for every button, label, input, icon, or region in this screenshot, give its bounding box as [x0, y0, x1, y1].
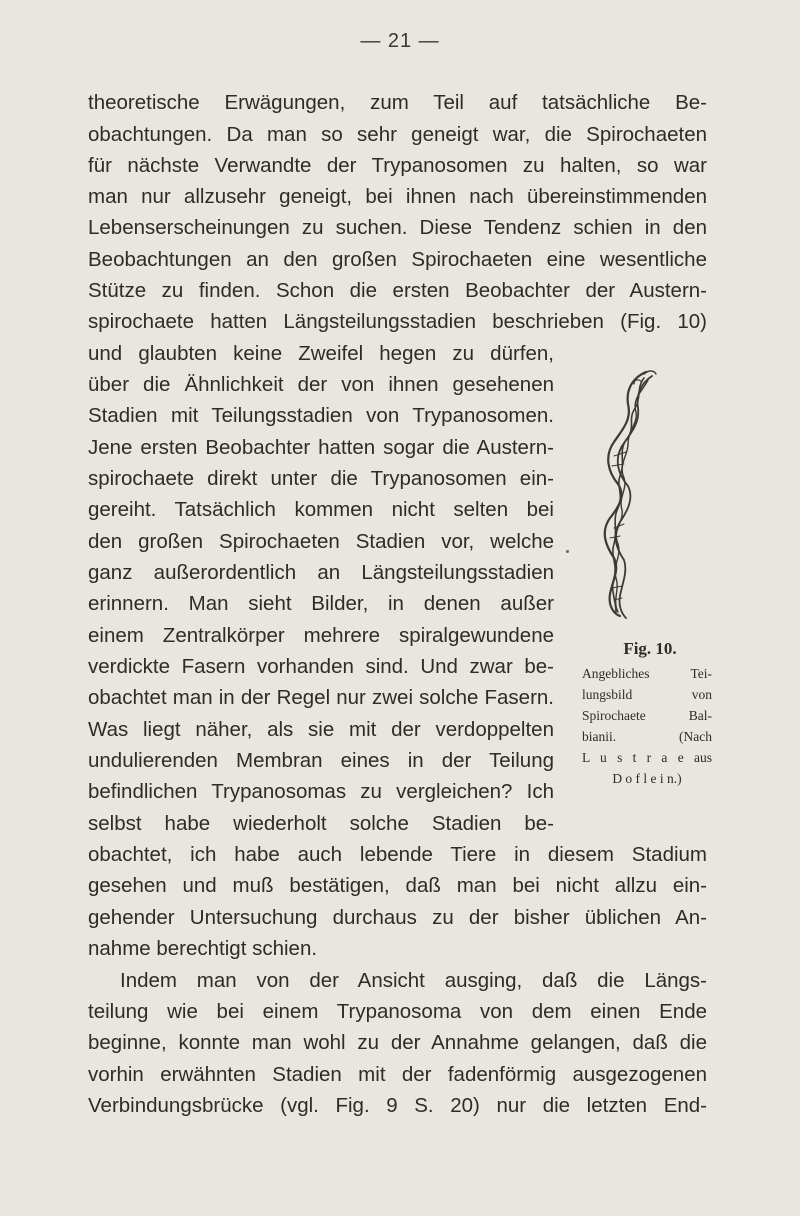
text-line: spirochaete hatten Längsteilungsstadien beschrieben (Fig. 10): [88, 310, 707, 333]
caption-line: Angebliches Tei-: [582, 666, 712, 681]
text-line: vorhin erwähnten Stadien mit der fadenförmig ausgezogenen: [88, 1063, 707, 1086]
text-line: für nächste Verwandte der Trypanosomen zu halten, so war: [88, 154, 707, 177]
text-line: obachtet, ich habe auch lebende Tiere in diesem Stadium: [88, 843, 707, 866]
text-line: Was liegt näher, als sie mit der verdoppelten: [88, 718, 554, 741]
text-line: Stütze zu finden. Schon die ersten Beobachter der Austern-: [88, 279, 707, 302]
text-line: gereiht. Tatsächlich kommen nicht selten bei: [88, 498, 554, 521]
spirochaete-illustration: [584, 368, 664, 620]
caption-line: bianii. (Nach: [582, 729, 712, 744]
caption-line: lungsbild von: [582, 687, 712, 702]
text-line: Beobachtungen an den großen Spirochaeten eine wesentliche: [88, 248, 707, 271]
text-line: spirochaete direkt unter die Trypanosomen ein-: [88, 467, 554, 490]
text-line: man nur allzusehr geneigt, bei ihnen nach übereinstimmenden: [88, 185, 707, 208]
text-line: undulierenden Membran eines in der Teilung: [88, 749, 554, 772]
text-line: verdickte Fasern vorhanden sind. Und zwar be-: [88, 655, 554, 678]
text-line: über die Ähnlichkeit der von ihnen gesehenen: [88, 373, 554, 396]
caption-line: Spirochaete Bal-: [582, 708, 712, 723]
text-line: selbst habe wiederholt solche Stadien be-: [88, 812, 554, 835]
text-line: erinnern. Man sieht Bilder, in denen außer: [88, 592, 554, 615]
text-line: den großen Spirochaeten Stadien vor, welche: [88, 530, 554, 553]
text-line: teilung wie bei einem Trypanosoma von dem einen Ende: [88, 1000, 707, 1023]
text-line: gehender Untersuchung durchaus zu der bisher üblichen An-: [88, 906, 707, 929]
text-line: befindlichen Trypanosomas zu vergleichen? Ich: [88, 780, 554, 803]
text-line: theoretische Erwägungen, zum Teil auf tatsächliche Be-: [88, 91, 707, 114]
text-line: Lebenserscheinungen zu suchen. Diese Tendenz schien in den: [88, 216, 707, 239]
ink-dot: [566, 550, 569, 553]
caption-line: D o f l e i n.): [612, 771, 682, 786]
page-number: — 21 —: [360, 30, 440, 52]
text-line: obachtet man in der Regel nur zwei solche Fasern.: [88, 686, 554, 709]
figure-title: Fig. 10.: [623, 639, 677, 658]
caption-line: L u s t r a e aus: [582, 750, 712, 765]
text-line: einem Zentralkörper mehrere spiralgewundene: [88, 624, 554, 647]
text-line: gesehen und muß bestätigen, daß man bei nicht allzu ein-: [88, 874, 707, 897]
text-line: Jene ersten Beobachter hatten sogar die Austern-: [88, 436, 554, 459]
text-line: ganz außerordentlich an Längsteilungsstadien: [88, 561, 554, 584]
text-line: Verbindungsbrücke (vgl. Fig. 9 S. 20) nur die letzten End-: [88, 1094, 707, 1117]
text-line: Indem man von der Ansicht ausging, daß die Längs-: [120, 969, 707, 992]
text-line: nahme berechtigt schien.: [88, 937, 318, 960]
text-line: Stadien mit Teilungsstadien von Trypanosomen.: [88, 404, 554, 427]
text-line: obachtungen. Da man so sehr geneigt war, die Spirochaeten: [88, 123, 707, 146]
text-line: und glaubten keine Zweifel hegen zu dürfen,: [88, 342, 554, 365]
text-line: beginne, konnte man wohl zu der Annahme gelangen, daß die: [88, 1031, 707, 1054]
